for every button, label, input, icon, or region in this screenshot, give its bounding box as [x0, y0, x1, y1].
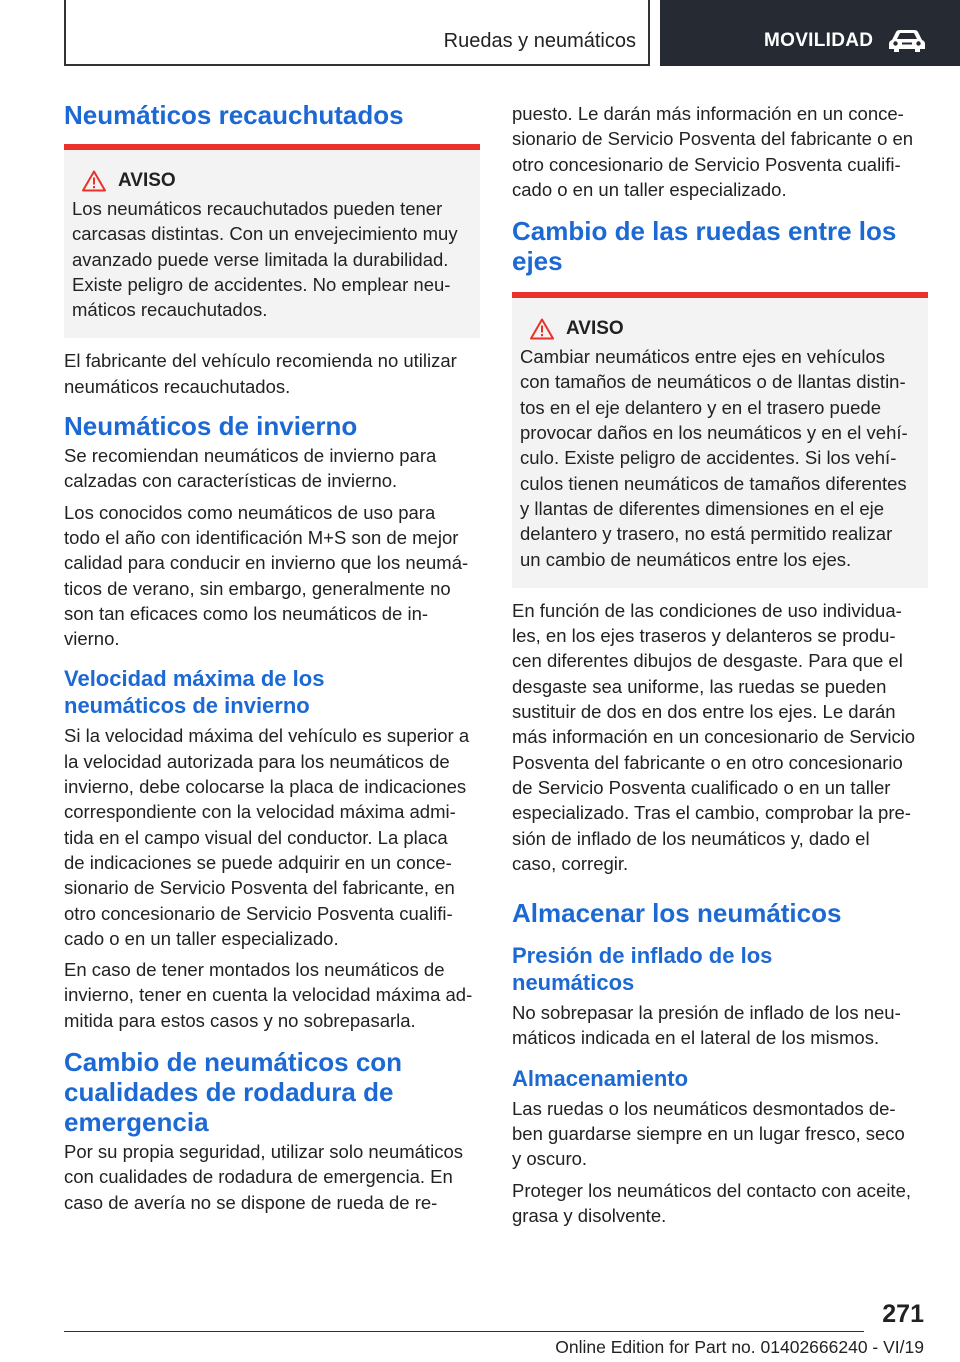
left-column	[64, 100, 484, 1215]
paragraph: Si la velocidad máxima del vehículo es superior a la velocidad autorizada para los neumáticos de invierno, debe colocarse la placa de indicaciones correspondiente con la velocidad máxima admi- tida en el campo visual del conductor. La placa de indicaciones se puede adquirir en un conce- sionario de Servicio Posventa del fabricante, en otro concesionario de Servicio Posventa cualifi- cado o en un taller especializado.	[64, 725, 470, 949]
footer-rule	[64, 1331, 864, 1332]
warning-title: AVISO	[566, 318, 624, 340]
warning-triangle-icon	[82, 170, 106, 192]
heading-tire-storage: Almacenar los neumáticos	[512, 898, 842, 929]
paragraph: Los conocidos como neumáticos de uso para todo el año con identificación M+S son de mejor calidad para conducir en invierno que los neumá- ticos de verano, sin embargo, generalmente no son tan eficaces como los neumáticos de in- vierno.	[64, 501, 469, 650]
warning-text: Los neumáticos recauchutados pueden tener carcasas distintas. Con un envejecimiento muy avanzado puede verse limitada la durabilidad. Existe peligro de accidentes. No emplear neu- máticos recauchutados.	[72, 198, 458, 321]
warning-title: AVISO	[118, 170, 176, 191]
paragraph: En función de las condiciones de uso individua- les, en los ejes traseros y delanteros se produ- cen diferentes dibujos de desgaste. Para que el desgaste sea uniforme, las ruedas se pueden sustituir de dos en dos entre los ejes. Le darán más información en un concesionario de Servicio Posventa del fabricante o en otro concesionario de Servicio Posventa cualificado o en un taller especializado. Tras el cambio, comprobar la pre- sión de inflado de los neumáticos y, dado el caso, corregir.	[512, 599, 916, 874]
warning-triangle-icon	[530, 318, 554, 340]
header-underline	[64, 64, 650, 66]
warning-box	[64, 150, 480, 338]
chapter-tab[interactable]	[660, 0, 960, 66]
chapter-label: MOVILIDAD	[764, 30, 874, 51]
page-number: 271	[882, 1300, 924, 1328]
heading-storing: Almacenamiento	[512, 1065, 689, 1091]
warning-text: Cambiar neumáticos entre ejes en vehículos con tamaños de neumáticos o de llantas distin- tos en el eje delantero y en el trasero puede provocar daños en los neumáticos y en el vehí- culo. Existe peligro de accidentes. Si los vehí- culos tienen neumáticos de tamaños diferentes y llantas de diferentes dimensiones en el eje delantero y trasero, no está permitido realizar un cambio de neumáticos entre los ejes.	[520, 346, 908, 570]
paragraph: El fabricante del vehículo recomienda no utilizar neumáticos recauchutados.	[64, 350, 457, 397]
paragraph: En caso de tener montados los neumáticos de invierno, tener en cuenta la velocidad máxima ad- mitida para estos casos y no sobrepasarla.	[64, 959, 473, 1031]
header-divider-mid	[648, 0, 650, 66]
paragraph: Por su propia seguridad, utilizar solo neumáticos con cualidades de rodadura de emergencia. En caso de avería no se dispone de rueda de re-	[64, 1141, 463, 1213]
section-title: Ruedas y neumáticos	[443, 30, 636, 52]
heading-inflation-pressure: Presión de inflado de los neumáticos	[512, 943, 773, 996]
paragraph: Proteger los neumáticos del contacto con aceite, grasa y disolvente.	[512, 1179, 912, 1226]
heading-wheel-swap: Cambio de las ruedas entre los ejes	[512, 216, 897, 277]
heading-winter-tires: Neumáticos de invierno	[64, 411, 358, 442]
edition-note: Online Edition for Part no. 01402666240 - VI/19	[555, 1337, 924, 1357]
warning-box	[512, 298, 928, 588]
right-column	[512, 100, 928, 1228]
heading-retreaded-tires: Neumáticos recauchutados	[64, 100, 404, 130]
paragraph: puesto. Le darán más información en un conce- sionario de Servicio Posventa del fabricante o en otro concesionario de Servicio Posventa cualifi- cado o en un taller especializado.	[512, 103, 914, 200]
car-icon	[888, 29, 926, 53]
header-divider-left	[64, 0, 66, 66]
paragraph: No sobrepasar la presión de inflado de los neu- máticos indicada en el lateral de los mismos.	[512, 1002, 901, 1049]
heading-run-flat: Cambio de neumáticos con cualidades de rodadura de emergencia	[64, 1047, 403, 1138]
paragraph: Se recomiendan neumáticos de invierno para calzadas con características de invierno.	[64, 445, 437, 492]
paragraph: Las ruedas o los neumáticos desmontados de- ben guardarse siempre en un lugar fresco, seco y oscuro.	[512, 1097, 905, 1170]
heading-max-speed: Velocidad máxima de los neumáticos de invierno	[64, 666, 325, 719]
